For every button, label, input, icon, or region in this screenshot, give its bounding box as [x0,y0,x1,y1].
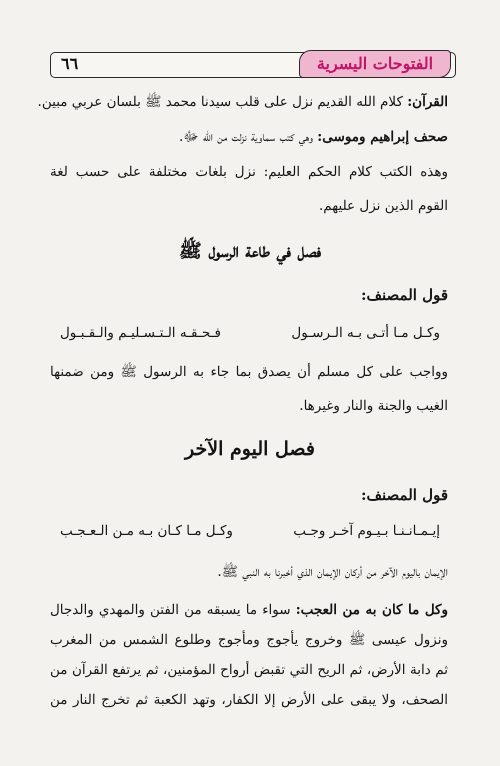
verse-second-hemistich: فـحـقـه الـتـسـليـم والـقـبـول [60,325,221,341]
author-saying-label: قول المصنف: [360,486,448,504]
poem-verse [60,520,440,542]
verse-first-hemistich: وكـل مـا أتـى بـه الـرسـول [291,325,440,341]
poem-verse [60,322,440,344]
verse-second-hemistich: وكـل مـا كـان بـه مـن الـعـجـب [60,523,233,539]
text-line: صحف إبراهيم وموسى: وهي كتب سماوية نزلت من الله ﷻ. [179,129,448,145]
book-title: الفتوحات اليسرية [299,50,451,78]
text-line: وهذه الكتب كلام الحكم العليم: نزل بلغات مختلفة على حسب لغة [50,164,448,180]
text-line: وواجب على كل مسلم أن يصدق بما جاء به الرسول ﷺ ومن ضمنها [50,364,448,380]
text-line: القرآن: كلام الله القديم نزل على قلب سيدنا محمد ﷺ بلسان عربي مبين. [37,94,448,110]
text-line: وكل ما كان به من العجب: سواء ما يسبقه من الفتن والمهدي والدجال [50,602,449,618]
text-line: الإيمان باليوم الآخر من أركان الإيمان الذي أخبرنا به النبي ﷺ. [217,564,448,580]
text-line: الغيب والجنة والنار وغيرها. [299,398,448,414]
text-line: القوم الذين نزل عليهم. [319,198,448,214]
text-line: ثم دابة الأرض، ثم الريح التي تقبض أرواح المؤمنين، ثم يرتفع القرآن من [50,662,448,678]
page-number: ٦٦ [61,54,79,73]
verse-first-hemistich: إيـمـانـنـا بـيـوم آخـر وجـب [293,523,440,539]
author-saying-label: قول المصنف: [360,286,448,304]
text-line: ونزول عيسى ﷺ وخروج يأجوج ومأجوج وطلوع الشمس من المغرب [50,632,448,648]
page-header [50,52,456,78]
section-heading: فصل اليوم الآخر [185,438,315,460]
text-line: الصحف، ولا يبقى على الأرض إلا الكفار، وتهد الكعبة ثم تخرج النار من [50,692,448,708]
section-heading: فصل في طاعة الرسول ﷺ [178,240,322,262]
